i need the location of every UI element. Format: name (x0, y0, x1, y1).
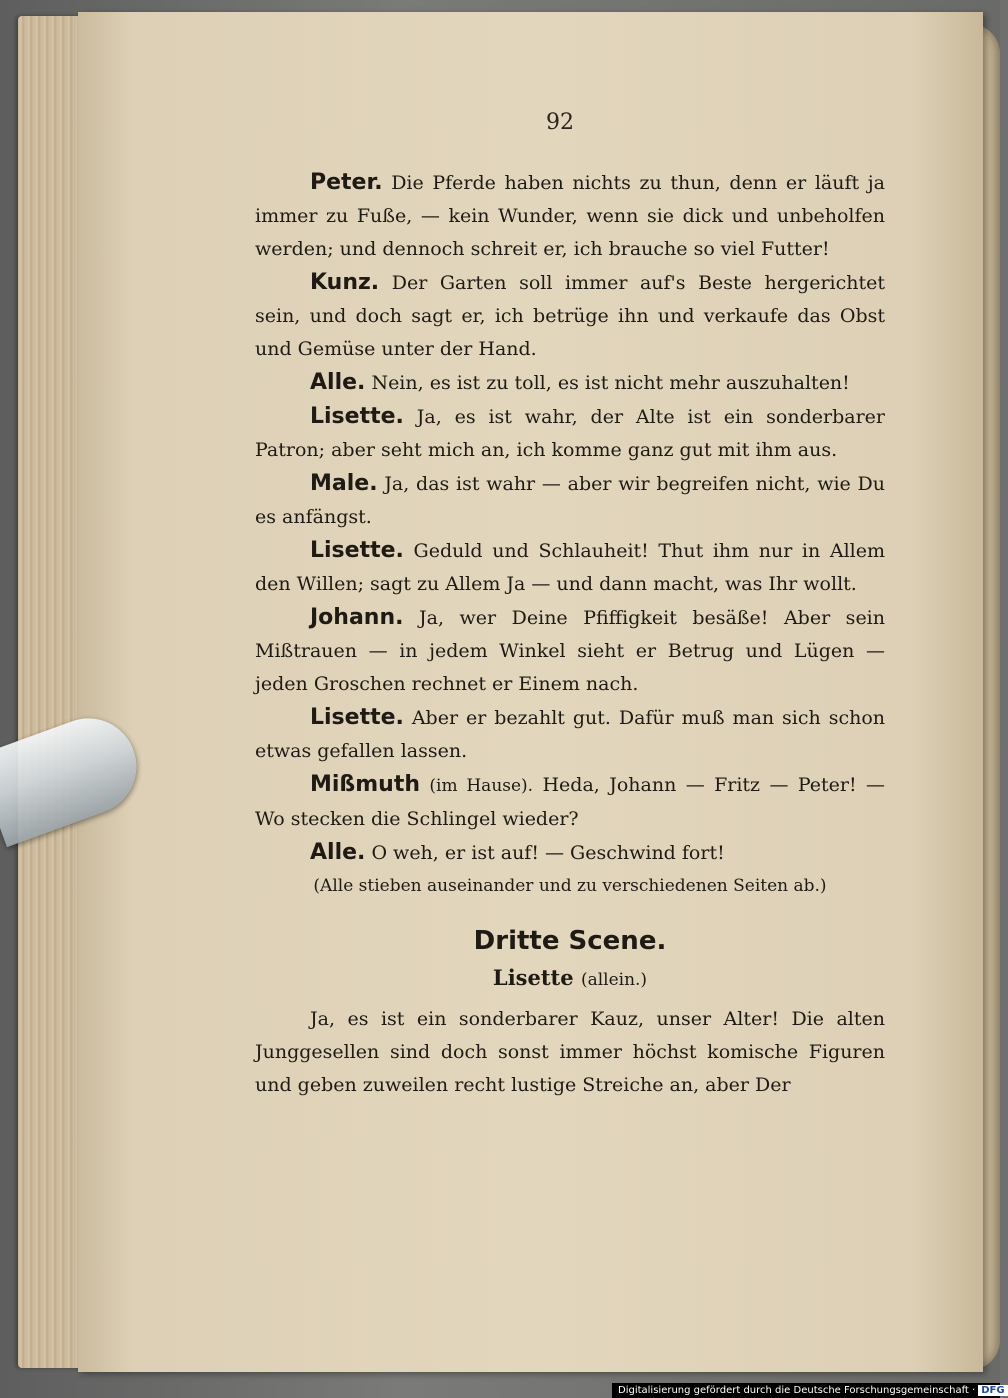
speaker-name: Alle. (310, 840, 366, 865)
scene-speaker-note: (allein.) (580, 970, 648, 990)
dfg-logo: DFG (978, 1385, 1007, 1396)
paragraph (255, 768, 885, 836)
text-body (255, 166, 885, 1102)
footer-text: Digitalisierung gefördert durch die Deutsche Forschungsgemeinschaft · (618, 1385, 976, 1396)
dialogue-text: Ja, das ist wahr — aber wir begreifen nicht, wie Du es anfängst. (255, 473, 885, 528)
paragraph (255, 534, 885, 601)
paragraph (255, 601, 885, 701)
dialogue-text: Der Garten soll immer auf's Beste hergerichtet sein, und doch sagt er, ich betrüge ihn und verkaufe das Obst und Gemüse unter der Hand. (255, 272, 885, 360)
speaker-name: Alle. (310, 370, 366, 395)
footer-bar (612, 1383, 1005, 1398)
dialogue-text: Die Pferde haben nichts zu thun, denn er läuft ja immer zu Fuße, — kein Wunder, wenn sie dick und unbeholfen werden; und dennoch schreit er, ich brauche so viel Futter! (255, 172, 885, 260)
speaker-name: Mißmuth (310, 772, 421, 797)
scene-heading (255, 961, 885, 997)
speaker-name: Peter. (310, 170, 383, 195)
dialogue-text: Ja, wer Deine Pfiffigkeit besäße! Aber sein Mißtrauen — in jedem Winkel sieht er Betrug und Lügen — jeden Groschen rechnet er Einem nach. (255, 607, 885, 695)
dialogue-text: Aber er bezahlt gut. Dafür muß man sich schon etwas gefallen lassen. (255, 707, 885, 762)
dialogue-text: Geduld und Schlauheit! Thut ihm nur in Allem den Willen; sagt zu Allem Ja — und dann macht, was Ihr wollt. (255, 540, 885, 595)
speaker-name: Lisette. (310, 404, 404, 429)
paragraph (255, 836, 885, 870)
dialogue-text: O weh, er ist auf! — Geschwind fort! (371, 842, 725, 864)
stage-direction: (Alle stieben auseinander und zu verschiedenen Seiten ab.) (313, 876, 827, 896)
speaker-name: Kunz. (310, 270, 380, 295)
paragraph (255, 701, 885, 768)
paragraph: Ja, es ist ein sonderbarer Kauz, unser Alter! Die alten Junggesellen sind doch sonst immer höchst komische Figuren und geben zuweilen recht lustige Streiche an, aber Der (255, 1008, 885, 1096)
dialogue-text: Nein, es ist zu toll, es ist nicht mehr auszuhalten! (371, 372, 850, 394)
speaker-name: Johann. (310, 605, 404, 630)
speaker-name: Lisette. (310, 538, 404, 563)
dialogue-text: Heda, Johann — Fritz — Peter! — Wo stecken die Schlingel wieder? (255, 774, 885, 830)
paragraph (255, 266, 885, 366)
paragraph (255, 366, 885, 400)
speaker-name: Lisette. (310, 705, 404, 730)
dialogue-text: Ja, es ist wahr, der Alte ist ein sonderbarer Patron; aber seht mich an, ich komme ganz gut mit ihm aus. (255, 406, 885, 461)
paragraph (255, 400, 885, 467)
speaker-note: (im Hause). (429, 776, 534, 796)
speaker-name: Male. (310, 471, 378, 496)
scene-speaker: Lisette (492, 965, 574, 990)
paragraph (255, 166, 885, 266)
scene-title: Dritte Scene. (473, 926, 667, 956)
page-number: 92 (546, 110, 574, 135)
paragraph (255, 467, 885, 534)
